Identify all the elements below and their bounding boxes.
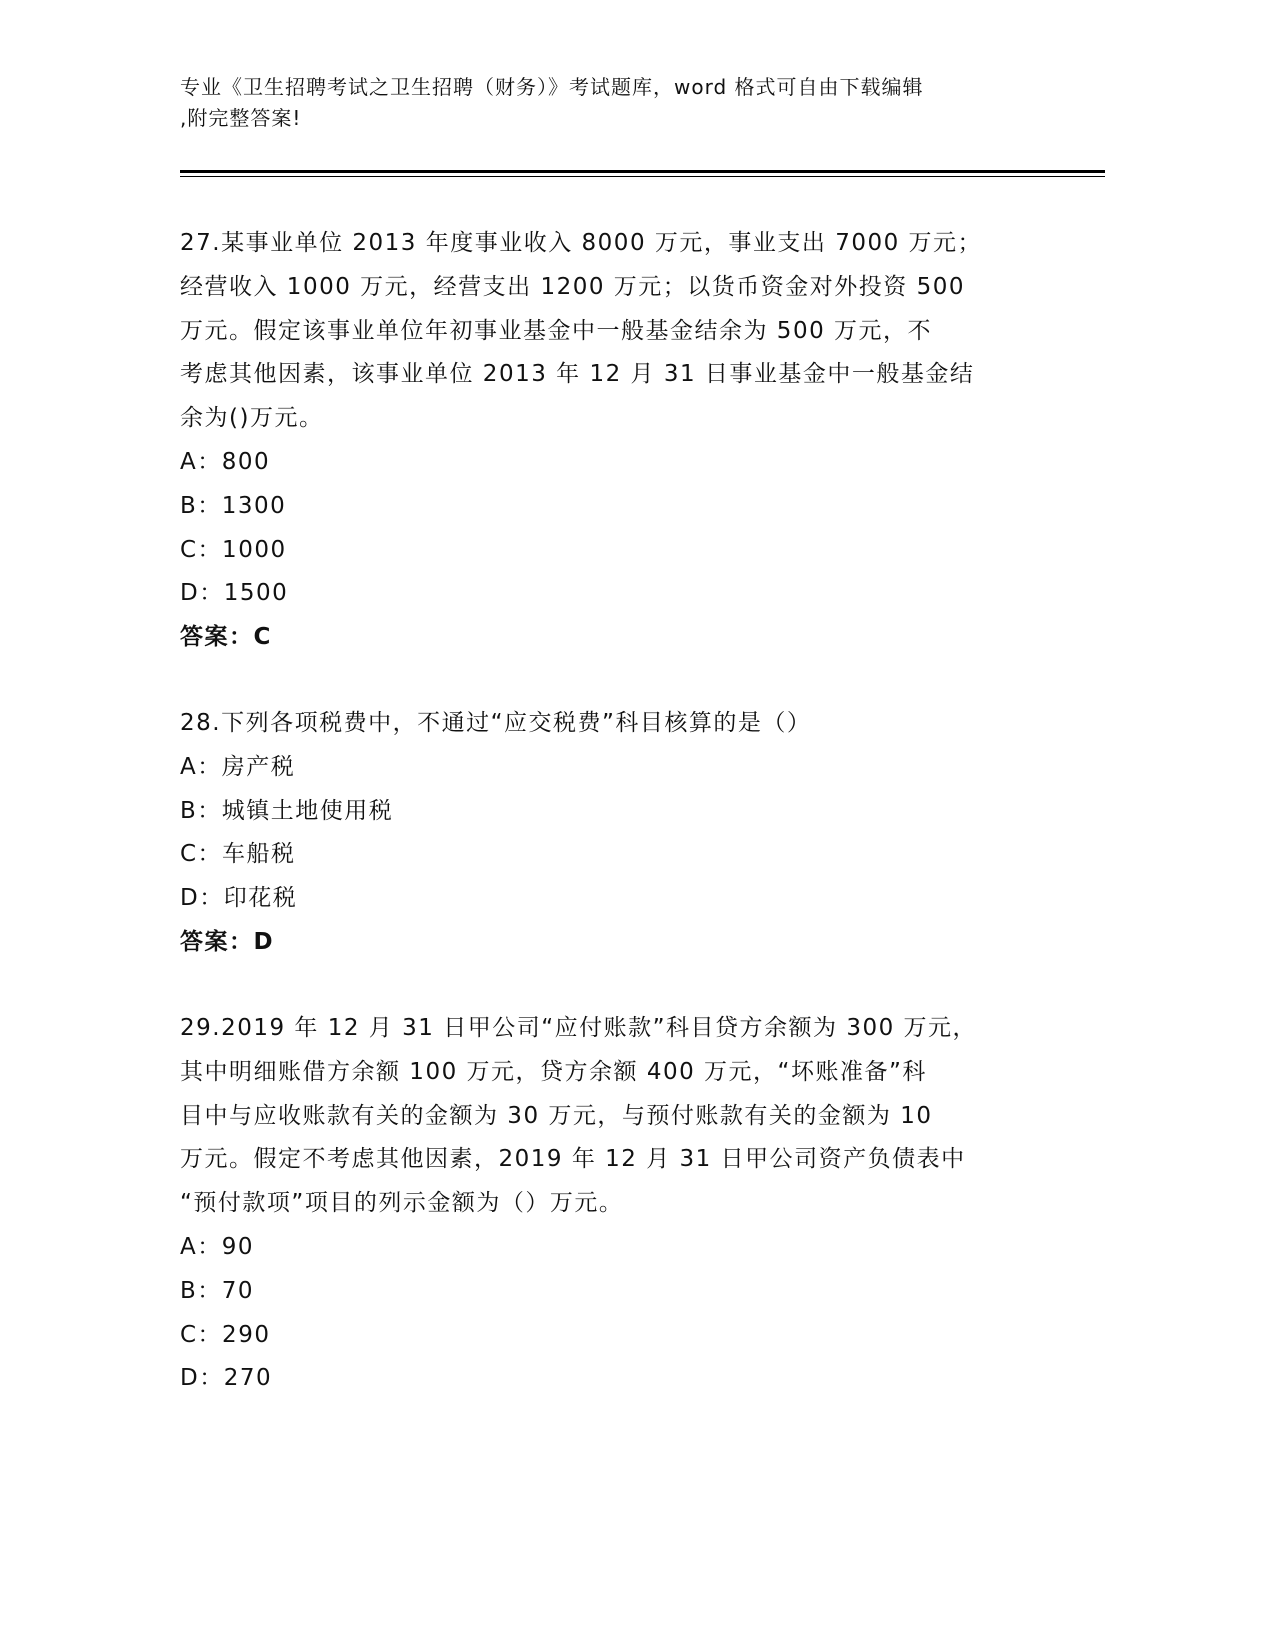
option-c: C：车船税 <box>180 841 296 868</box>
header-divider-thick <box>180 170 1105 173</box>
question-text: 考虑其他因素，该事业单位 2013 年 12 月 31 日事业基金中一般基金结 <box>180 361 975 388</box>
question-29 <box>180 1007 1060 1401</box>
question-text: 目中与应收账款有关的金额为 30 万元，与预付账款有关的金额为 10 <box>180 1102 933 1129</box>
question-text: 28.下列各项税费中，不通过“应交税费”科目核算的是（） <box>180 710 812 736</box>
question-text: “预付款项”项目的列示金额为（）万元。 <box>180 1190 624 1217</box>
option-c: C：290 <box>180 1321 271 1348</box>
header-line: 专业《卫生招聘考试之卫生招聘（财务）》考试题库，word 格式可自由下载编辑 <box>180 75 924 99</box>
option-d: D：270 <box>180 1365 273 1392</box>
option-b: B：70 <box>180 1277 255 1304</box>
option-b: B：城镇土地使用税 <box>180 797 394 824</box>
header-line: ,附完整答案! <box>180 106 302 130</box>
option-b: B：1300 <box>180 492 287 519</box>
question-text: 万元。假定不考虑其他因素，2019 年 12 月 31 日甲公司资产负债表中 <box>180 1146 966 1173</box>
option-c: C：1000 <box>180 536 287 563</box>
option-d: D：印花税 <box>180 885 298 912</box>
question-text: 经营收入 1000 万元，经营支出 1200 万元；以货币资金对外投资 500 <box>180 273 966 300</box>
question-28 <box>180 702 1060 965</box>
document-header <box>180 72 1060 134</box>
header-divider-thin <box>180 176 1105 177</box>
option-d: D：1500 <box>180 580 289 607</box>
answer: 答案：D <box>180 928 275 955</box>
question-text: 万元。假定该事业单位年初事业基金中一般基金结余为 500 万元，不 <box>180 317 933 344</box>
question-text: 29.2019 年 12 月 31 日甲公司“应付账款”科目贷方余额为 300 万元， <box>180 1015 978 1041</box>
question-27 <box>180 222 1060 660</box>
option-a: A：房产税 <box>180 753 296 780</box>
question-text: 27.某事业单位 2013 年度事业收入 8000 万元，事业支出 7000 万元； <box>180 230 983 256</box>
option-a: A：90 <box>180 1233 255 1260</box>
question-text: 余为()万元。 <box>180 405 324 432</box>
option-a: A：800 <box>180 448 271 475</box>
question-text: 其中明细账借方余额 100 万元，贷方余额 400 万元，“坏账准备”科 <box>180 1058 927 1085</box>
answer: 答案：C <box>180 624 272 651</box>
